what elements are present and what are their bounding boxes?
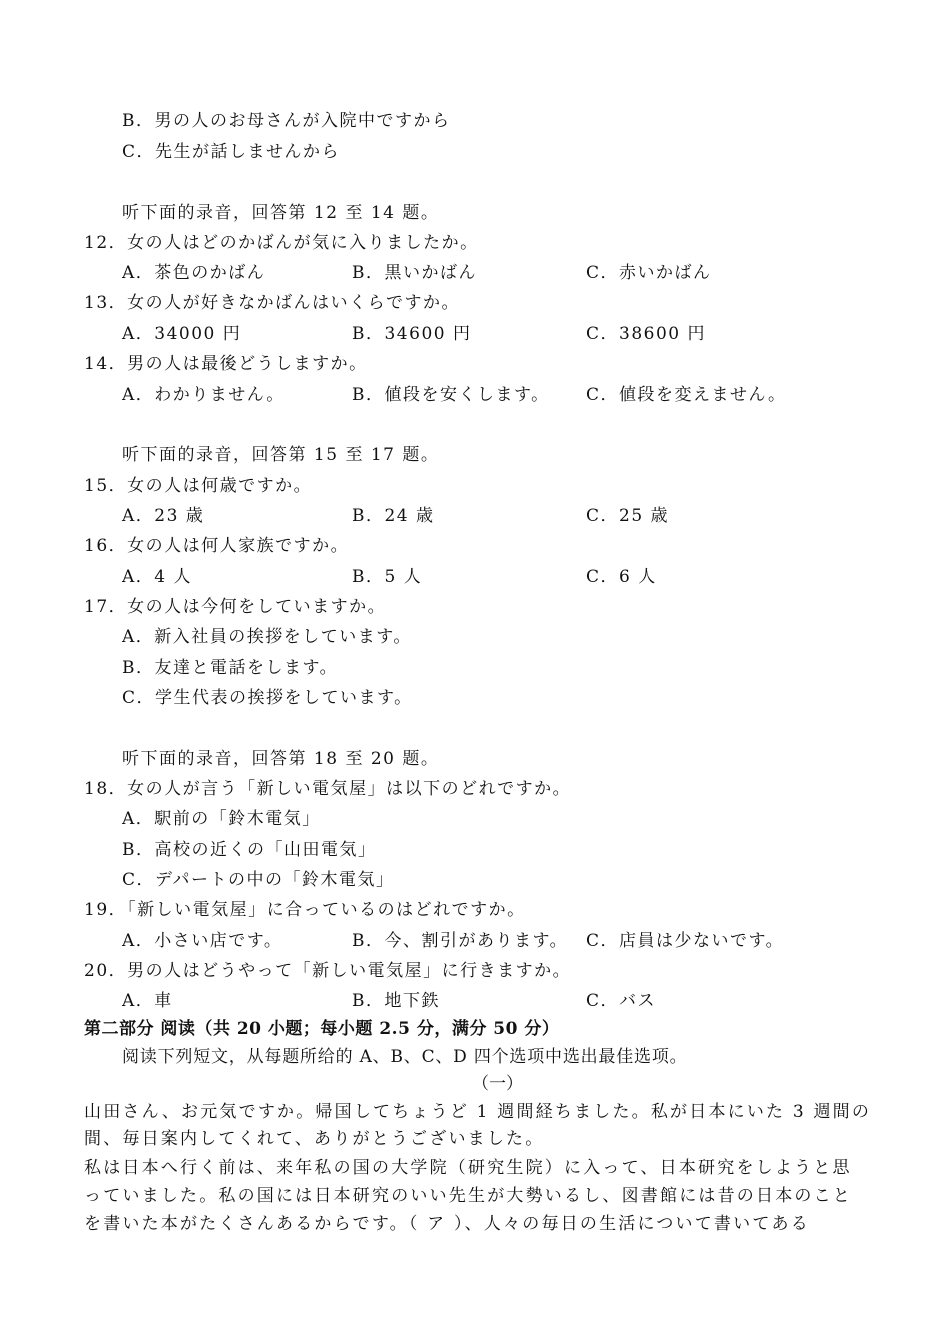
q17-option-b: B．友達と電話をします。 [122, 658, 339, 678]
q13-option-b: B．34600 円 [352, 324, 472, 344]
q16-option-c: C．6 人 [586, 567, 657, 587]
q18-text: 18．女の人が言う「新しい電気屋」は以下のどれですか。 [84, 779, 572, 799]
q16-text: 16．女の人は何人家族ですか。 [84, 536, 350, 556]
group-15-17-intro: 听下面的录音，回答第 15 至 17 题。 [122, 445, 440, 465]
q20-text: 20．男の人はどうやって「新しい電気屋」に行きますか。 [84, 961, 572, 981]
q20-option-c: C．バス [586, 991, 657, 1011]
part2-heading: 第二部分 阅读（共 20 小题；每小题 2.5 分，满分 50 分） [84, 1019, 560, 1039]
q14-option-a: A．わかりません。 [122, 385, 285, 405]
passage-line: 山田さん、お元気ですか。帰国してちょうど 1 週間経ちました。私が日本にいた 3 週間の [84, 1102, 872, 1122]
q19-option-a: A．小さい店です。 [122, 931, 283, 951]
q13-option-a: A．34000 円 [122, 324, 242, 344]
passage-line: 私は日本へ行く前は、来年私の国の大学院（研究生院）に入って、日本研究をしようと思 [84, 1158, 852, 1178]
q13-option-c: C．38600 円 [586, 324, 706, 344]
passage-line: を書いた本がたくさんあるからです。（ ア ）、人々の毎日の生活について書いてある [84, 1214, 810, 1234]
q15-option-b: B．24 歳 [352, 506, 435, 526]
q18-option-c: C．デパートの中の「鈴木電気」 [122, 870, 395, 890]
q16-option-b: B．5 人 [352, 567, 423, 587]
q18-option-b: B．高校の近くの「山田電気」 [122, 840, 377, 860]
q15-option-a: A．23 歳 [122, 506, 205, 526]
q18-option-a: A．駅前の「鈴木電気」 [122, 809, 321, 829]
passage-line: っていました。私の国には日本研究のいい先生が大勢いるし、図書館には昔の日本のこと [84, 1186, 852, 1206]
q20-option-b: B．地下鉄 [352, 991, 440, 1011]
q12-option-b: B．黒いかばん [352, 263, 477, 283]
q19-option-b: B．今、割引があります。 [352, 931, 569, 951]
q14-option-b: B．値段を安くします。 [352, 385, 550, 405]
q17-option-a: A．新入社員の挨拶をしています。 [122, 627, 412, 647]
q19-text: 19．「新しい電気屋」に合っているのはどれですか。 [84, 900, 526, 920]
passage-line: 間、毎日案内してくれて、ありがとうございました。 [84, 1129, 545, 1149]
q17-text: 17．女の人は今何をしていますか。 [84, 597, 387, 617]
passage-label: （一） [472, 1074, 523, 1094]
q14-text: 14．男の人は最後どうしますか。 [84, 354, 368, 374]
group-12-14-intro: 听下面的录音，回答第 12 至 14 题。 [122, 203, 440, 223]
q11-option-c: C．先生が話しませんから [122, 142, 341, 162]
q19-option-c: C．店員は少ないです。 [586, 931, 785, 951]
group-18-20-intro: 听下面的录音，回答第 18 至 20 题。 [122, 749, 440, 769]
q12-option-a: A．茶色のかばん [122, 263, 266, 283]
q17-option-c: C．学生代表の挨拶をしています。 [122, 688, 413, 708]
q13-text: 13．女の人が好きなかばんはいくらですか。 [84, 293, 460, 313]
q20-option-a: A．車 [122, 991, 173, 1011]
q11-option-b: B．男の人のお母さんが入院中ですから [122, 111, 451, 131]
q15-text: 15．女の人は何歳ですか。 [84, 476, 313, 496]
q12-text: 12．女の人はどのかばんが気に入りましたか。 [84, 233, 479, 253]
q14-option-c: C．値段を変えません。 [586, 385, 787, 405]
q15-option-c: C．25 歳 [586, 506, 670, 526]
q12-option-c: C．赤いかばん [586, 263, 712, 283]
q16-option-a: A．4 人 [122, 567, 192, 587]
part2-instruction: 阅读下列短文，从每题所给的 A、B、C、D 四个选项中选出最佳选项。 [122, 1047, 688, 1067]
